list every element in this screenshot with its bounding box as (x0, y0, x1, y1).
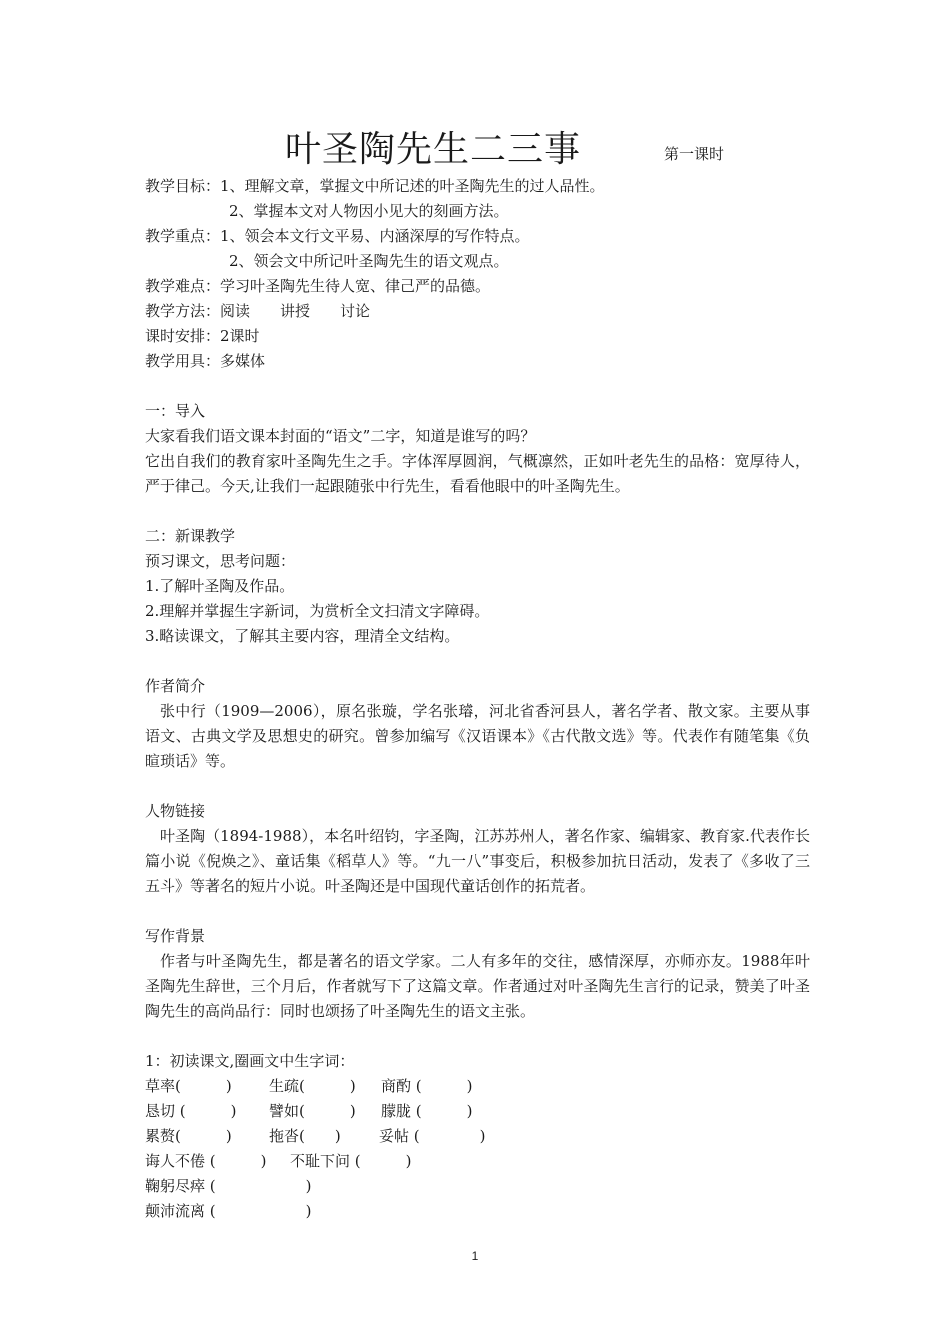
vocab-row (145, 1074, 810, 1099)
vocab-item: 累赘( ) (145, 1127, 232, 1145)
difficulty-line: 教学难点：学习叶圣陶先生待人宽、律己严的品德。 (145, 277, 491, 295)
goal-item-2: 2、掌握本文对人物因小见大的刻画方法。 (229, 202, 509, 220)
spacer (145, 499, 810, 524)
intro-heading: 一：导入 (145, 402, 206, 420)
vocab-row (145, 1174, 810, 1199)
vocab-item: 譬如( ) (269, 1102, 356, 1120)
vocab-item: 诲人不倦 ( ) (145, 1152, 267, 1170)
objectives-focus-line-1 (145, 224, 810, 249)
vocab-item: 妥帖 ( ) (379, 1127, 486, 1145)
spacer (145, 899, 810, 924)
lesson-label: 第一课时 (664, 145, 725, 163)
goal-item-1: 1、理解文章，掌握文中所记述的叶圣陶先生的过人品性。 (220, 177, 605, 195)
objectives-goal-line-1 (145, 174, 810, 199)
vocab-heading: 1：初读课文,圈画文中生字词： (145, 1052, 355, 1070)
vocab-row (145, 1149, 810, 1174)
vocab-item: 朦胧 ( ) (381, 1102, 473, 1120)
vocab-item: 生疏( ) (269, 1077, 356, 1095)
tools-line: 教学用具：多媒体 (145, 352, 266, 370)
spacer (145, 774, 810, 799)
new-lesson-prompt: 预习课文，思考问题： (145, 552, 296, 570)
hours-line: 课时安排：2课时 (145, 327, 260, 345)
focus-label: 教学重点： (145, 227, 221, 245)
document-body (145, 174, 810, 1224)
vocab-row (145, 1124, 810, 1149)
person-paragraph: 叶圣陶（1894-1988），本名叶绍钧，字圣陶，江苏苏州人，著名作家、编辑家、教育家.代表作长篇小说《倪焕之》、童话集《稻草人》等。“九一八”事变后，积极参加抗日活动，发表了《多收了三五斗》等著名的短片小说。叶圣陶还是中国现代童话创作的拓荒者。 (145, 827, 810, 895)
page-title: 叶圣陶先生二三事 (285, 129, 582, 170)
vocab-item: 恳切 ( ) (145, 1102, 237, 1120)
vocab-item: 草率( ) (145, 1077, 232, 1095)
focus-item-2: 2、领会文中所记叶圣陶先生的语文观点。 (229, 252, 509, 270)
vocab-row (145, 1199, 810, 1224)
vocab-item: 颠沛流离 ( ) (145, 1202, 312, 1220)
intro-paragraph: 它出自我们的教育家叶圣陶先生之手。字体浑厚圆润，气概凛然，正如叶老先生的品格：宽厚待人，严于律己。今天,让我们一起跟随张中行先生，看看他眼中的叶圣陶先生。 (145, 452, 810, 495)
intro-question: 大家看我们语文课本封面的“语文”二字，知道是谁写的吗？ (145, 427, 536, 445)
focus-item-1: 1、领会本文行文平易、内涵深厚的写作特点。 (220, 227, 530, 245)
vocab-row (145, 1099, 810, 1124)
question-3: 3.略读课文，了解其主要内容，理清全文结构。 (145, 627, 460, 645)
new-lesson-heading: 二：新课教学 (145, 527, 236, 545)
spacer (145, 649, 810, 674)
vocab-item: 商酌 ( ) (381, 1077, 473, 1095)
background-paragraph: 作者与叶圣陶先生，都是著名的语文学家。二人有多年的交往，感情深厚，亦师亦友。1988年叶圣陶先生辞世，三个月后，作者就写下了这篇文章。作者通过对叶圣陶先生言行的记录，赞美了叶圣陶先生的高尚品行：同时也颂扬了叶圣陶先生的语文主张。 (145, 952, 810, 1020)
spacer (145, 374, 810, 399)
title-row (0, 126, 950, 176)
background-heading: 写作背景 (145, 927, 206, 945)
question-2: 2.理解并掌握生字新词，为赏析全文扫清文字障碍。 (145, 602, 490, 620)
question-1: 1.了解叶圣陶及作品。 (145, 577, 295, 595)
spacer (145, 1024, 810, 1049)
goal-label: 教学目标： (145, 177, 221, 195)
vocab-item: 鞠躬尽瘁 ( ) (145, 1177, 312, 1195)
vocab-item: 拖沓( ) (269, 1127, 341, 1145)
author-heading: 作者简介 (145, 677, 206, 695)
page-number: 1 (471, 1249, 479, 1263)
author-paragraph: 张中行（1909—2006），原名张璇，学名张璿，河北省香河县人，著名学者、散文家。主要从事语文、古典文学及思想史的研究。曾参加编写《汉语课本》《古代散文选》等。代表作有随笔集《负暄琐话》等。 (145, 702, 810, 770)
method-line: 教学方法：阅读 讲授 讨论 (145, 302, 371, 320)
person-heading: 人物链接 (145, 802, 206, 820)
vocab-item: 不耻下问 ( ) (290, 1152, 412, 1170)
